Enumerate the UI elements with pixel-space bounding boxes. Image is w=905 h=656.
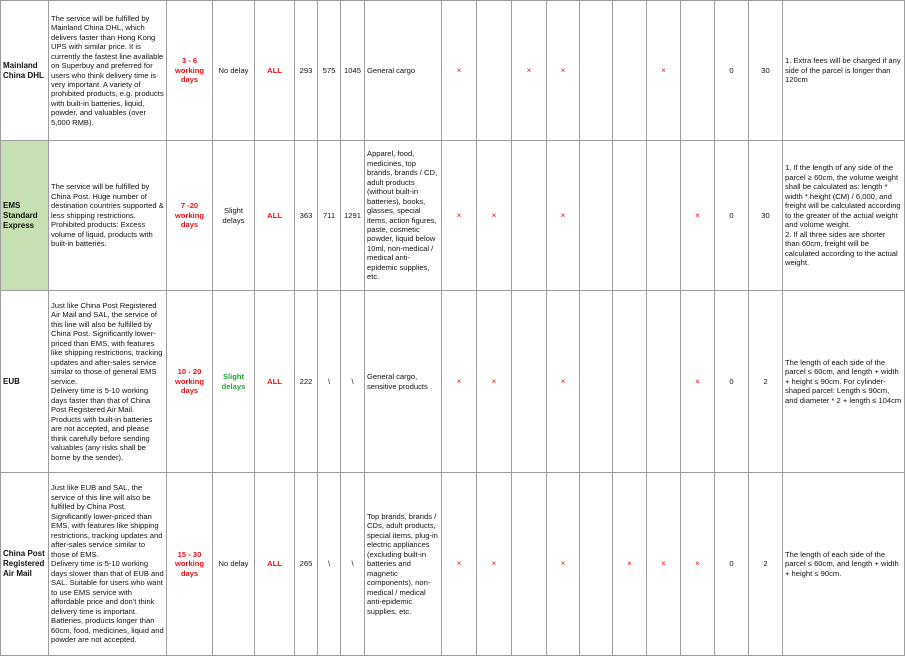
cross-mark: ×	[512, 1, 547, 141]
min-weight: 0	[715, 1, 749, 141]
value-cell: 711	[318, 141, 341, 291]
line-name: EMS Standard Express	[1, 141, 49, 291]
cross-mark	[512, 291, 547, 473]
delivery-time: 3 - 6 working days	[167, 1, 213, 141]
max-weight: 30	[749, 141, 783, 291]
delivery-time: 15 - 30 working days	[167, 473, 213, 656]
line-name: EUB	[1, 291, 49, 473]
value-cell: \	[318, 473, 341, 656]
min-weight: 0	[715, 291, 749, 473]
region: ALL	[255, 291, 295, 473]
delivery-time: 10 - 20 working days	[167, 291, 213, 473]
table-row	[1, 473, 905, 656]
value-cell: \	[341, 291, 365, 473]
delay-status: Slight delays	[213, 141, 255, 291]
accepted-items: General cargo	[365, 1, 442, 141]
cross-mark	[580, 473, 613, 656]
restriction-notes: 1. Extra fees will be charged if any side of the parcel is longer than 120cm	[783, 1, 905, 141]
restriction-notes: The length of each side of the parcel ≤ 60cm, and length + width + height ≤ 90cm. For cylinder-shaped parcel: Length ≤ 90cm, and diameter * 2 + length ≤ 104cm	[783, 291, 905, 473]
table-body	[1, 1, 905, 656]
cross-mark: ×	[547, 473, 580, 656]
cross-mark: ×	[442, 473, 477, 656]
cross-mark	[647, 291, 681, 473]
cross-mark	[613, 291, 647, 473]
table-row	[1, 141, 905, 291]
value-cell: 293	[295, 1, 318, 141]
value-cell: 1291	[341, 141, 365, 291]
restriction-notes: The length of each side of the parcel ≤ 60cm, and length + width + height ≤ 90cm.	[783, 473, 905, 656]
cross-mark	[647, 141, 681, 291]
cross-mark	[512, 141, 547, 291]
delay-status: Slight delays	[213, 291, 255, 473]
cross-mark: ×	[547, 141, 580, 291]
value-cell: 222	[295, 291, 318, 473]
max-weight: 2	[749, 291, 783, 473]
region: ALL	[255, 1, 295, 141]
cross-mark: ×	[613, 473, 647, 656]
region: ALL	[255, 473, 295, 656]
cross-mark: ×	[442, 291, 477, 473]
table-row	[1, 1, 905, 141]
cross-mark: ×	[681, 473, 715, 656]
cross-mark: ×	[681, 141, 715, 291]
cross-mark: ×	[547, 291, 580, 473]
cross-mark: ×	[477, 291, 512, 473]
line-name: Mainland China DHL	[1, 1, 49, 141]
cross-mark: ×	[647, 473, 681, 656]
max-weight: 2	[749, 473, 783, 656]
line-description: The service will be fulfilled by China Post. Huge number of destination countries supported & less shipping restrictions. Prohibited products: Excess volume of liquid, products with built-in batteries.	[49, 141, 167, 291]
cross-mark	[613, 1, 647, 141]
cross-mark: ×	[442, 1, 477, 141]
line-description: Just like China Post Registered Air Mail and SAL, the service of this line will also be fulfilled by China Post. Significantly lower-priced than EMS, with features like shipping restrictions, tracking updates and after-sales service similar to those of general EMS service. Delivery time is 5-10 working days faster than that of China Post Registered Air Mail. Products with built-in batteries are not accepted, and please think carefully before sending valuables (any risks shall be borne by the sender).	[49, 291, 167, 473]
accepted-items: Top brands, brands / CDs, adult products, special items, plug-in electric appliances (excluding built-in batteries and magnetic components), non-medical / medical anti-epidemic supplies, etc.	[365, 473, 442, 656]
line-description: Just like EUB and SAL, the service of this line will also be fulfilled by China Post. Significantly lower-priced than EMS, with features like shipping restrictions, tracking updates and after-sales service similar to those of EMS. Delivery time is 5-10 working days slower than that of EUB and SAL. Suitable for users who want to use EMS service with affordable price and don't think delivery time is important. Batteries, products longer than 60cm, food, medicines, liquid and powder are not accepted.	[49, 473, 167, 656]
value-cell: 1045	[341, 1, 365, 141]
min-weight: 0	[715, 141, 749, 291]
delay-status: No delay	[213, 1, 255, 141]
cross-mark	[512, 473, 547, 656]
cross-mark	[477, 1, 512, 141]
value-cell: 575	[318, 1, 341, 141]
cross-mark: ×	[477, 473, 512, 656]
line-description: The service will be fulfilled by Mainland China DHL, which delivers faster than Hong Kong UPS with similar price. It is currently the fastest line available on Superbuy and preferred for users who think delivery time is very important. A variety of prohibited products, e.g. products with built-in batteries, liquid, powder, and valuables (over 5,000 RMB).	[49, 1, 167, 141]
delay-status: No delay	[213, 473, 255, 656]
delivery-time: 7 -20 working days	[167, 141, 213, 291]
cross-mark: ×	[442, 141, 477, 291]
table-row	[1, 291, 905, 473]
cross-mark	[580, 291, 613, 473]
cross-mark: ×	[547, 1, 580, 141]
line-name: China Post Registered Air Mail	[1, 473, 49, 656]
value-cell: 265	[295, 473, 318, 656]
min-weight: 0	[715, 473, 749, 656]
value-cell: 363	[295, 141, 318, 291]
cross-mark	[580, 141, 613, 291]
region: ALL	[255, 141, 295, 291]
max-weight: 30	[749, 1, 783, 141]
value-cell: \	[341, 473, 365, 656]
cross-mark	[681, 1, 715, 141]
cross-mark: ×	[477, 141, 512, 291]
cross-mark	[580, 1, 613, 141]
restriction-notes: 1. If the length of any side of the parcel ≥ 60cm, the volume weight shall be calculated as: length * width * height (CM) / 6,000, and freight will be calculated according to the greater of the actual weight and volume weight. 2. If all three sides are shorter than 60cm, freight will be calculated according to the actual weight.	[783, 141, 905, 291]
value-cell: \	[318, 291, 341, 473]
accepted-items: General cargo, sensitive products	[365, 291, 442, 473]
cross-mark	[613, 141, 647, 291]
accepted-items: Apparel, food, medicines, top brands, brands / CD, adult products (without built-in batteries), books, glasses, special items, action figures, paste, cosmetic powder, liquid below 10ml, non-medical / medical anti-epidemic supplies, etc.	[365, 141, 442, 291]
cross-mark: ×	[647, 1, 681, 141]
cross-mark: ×	[681, 291, 715, 473]
